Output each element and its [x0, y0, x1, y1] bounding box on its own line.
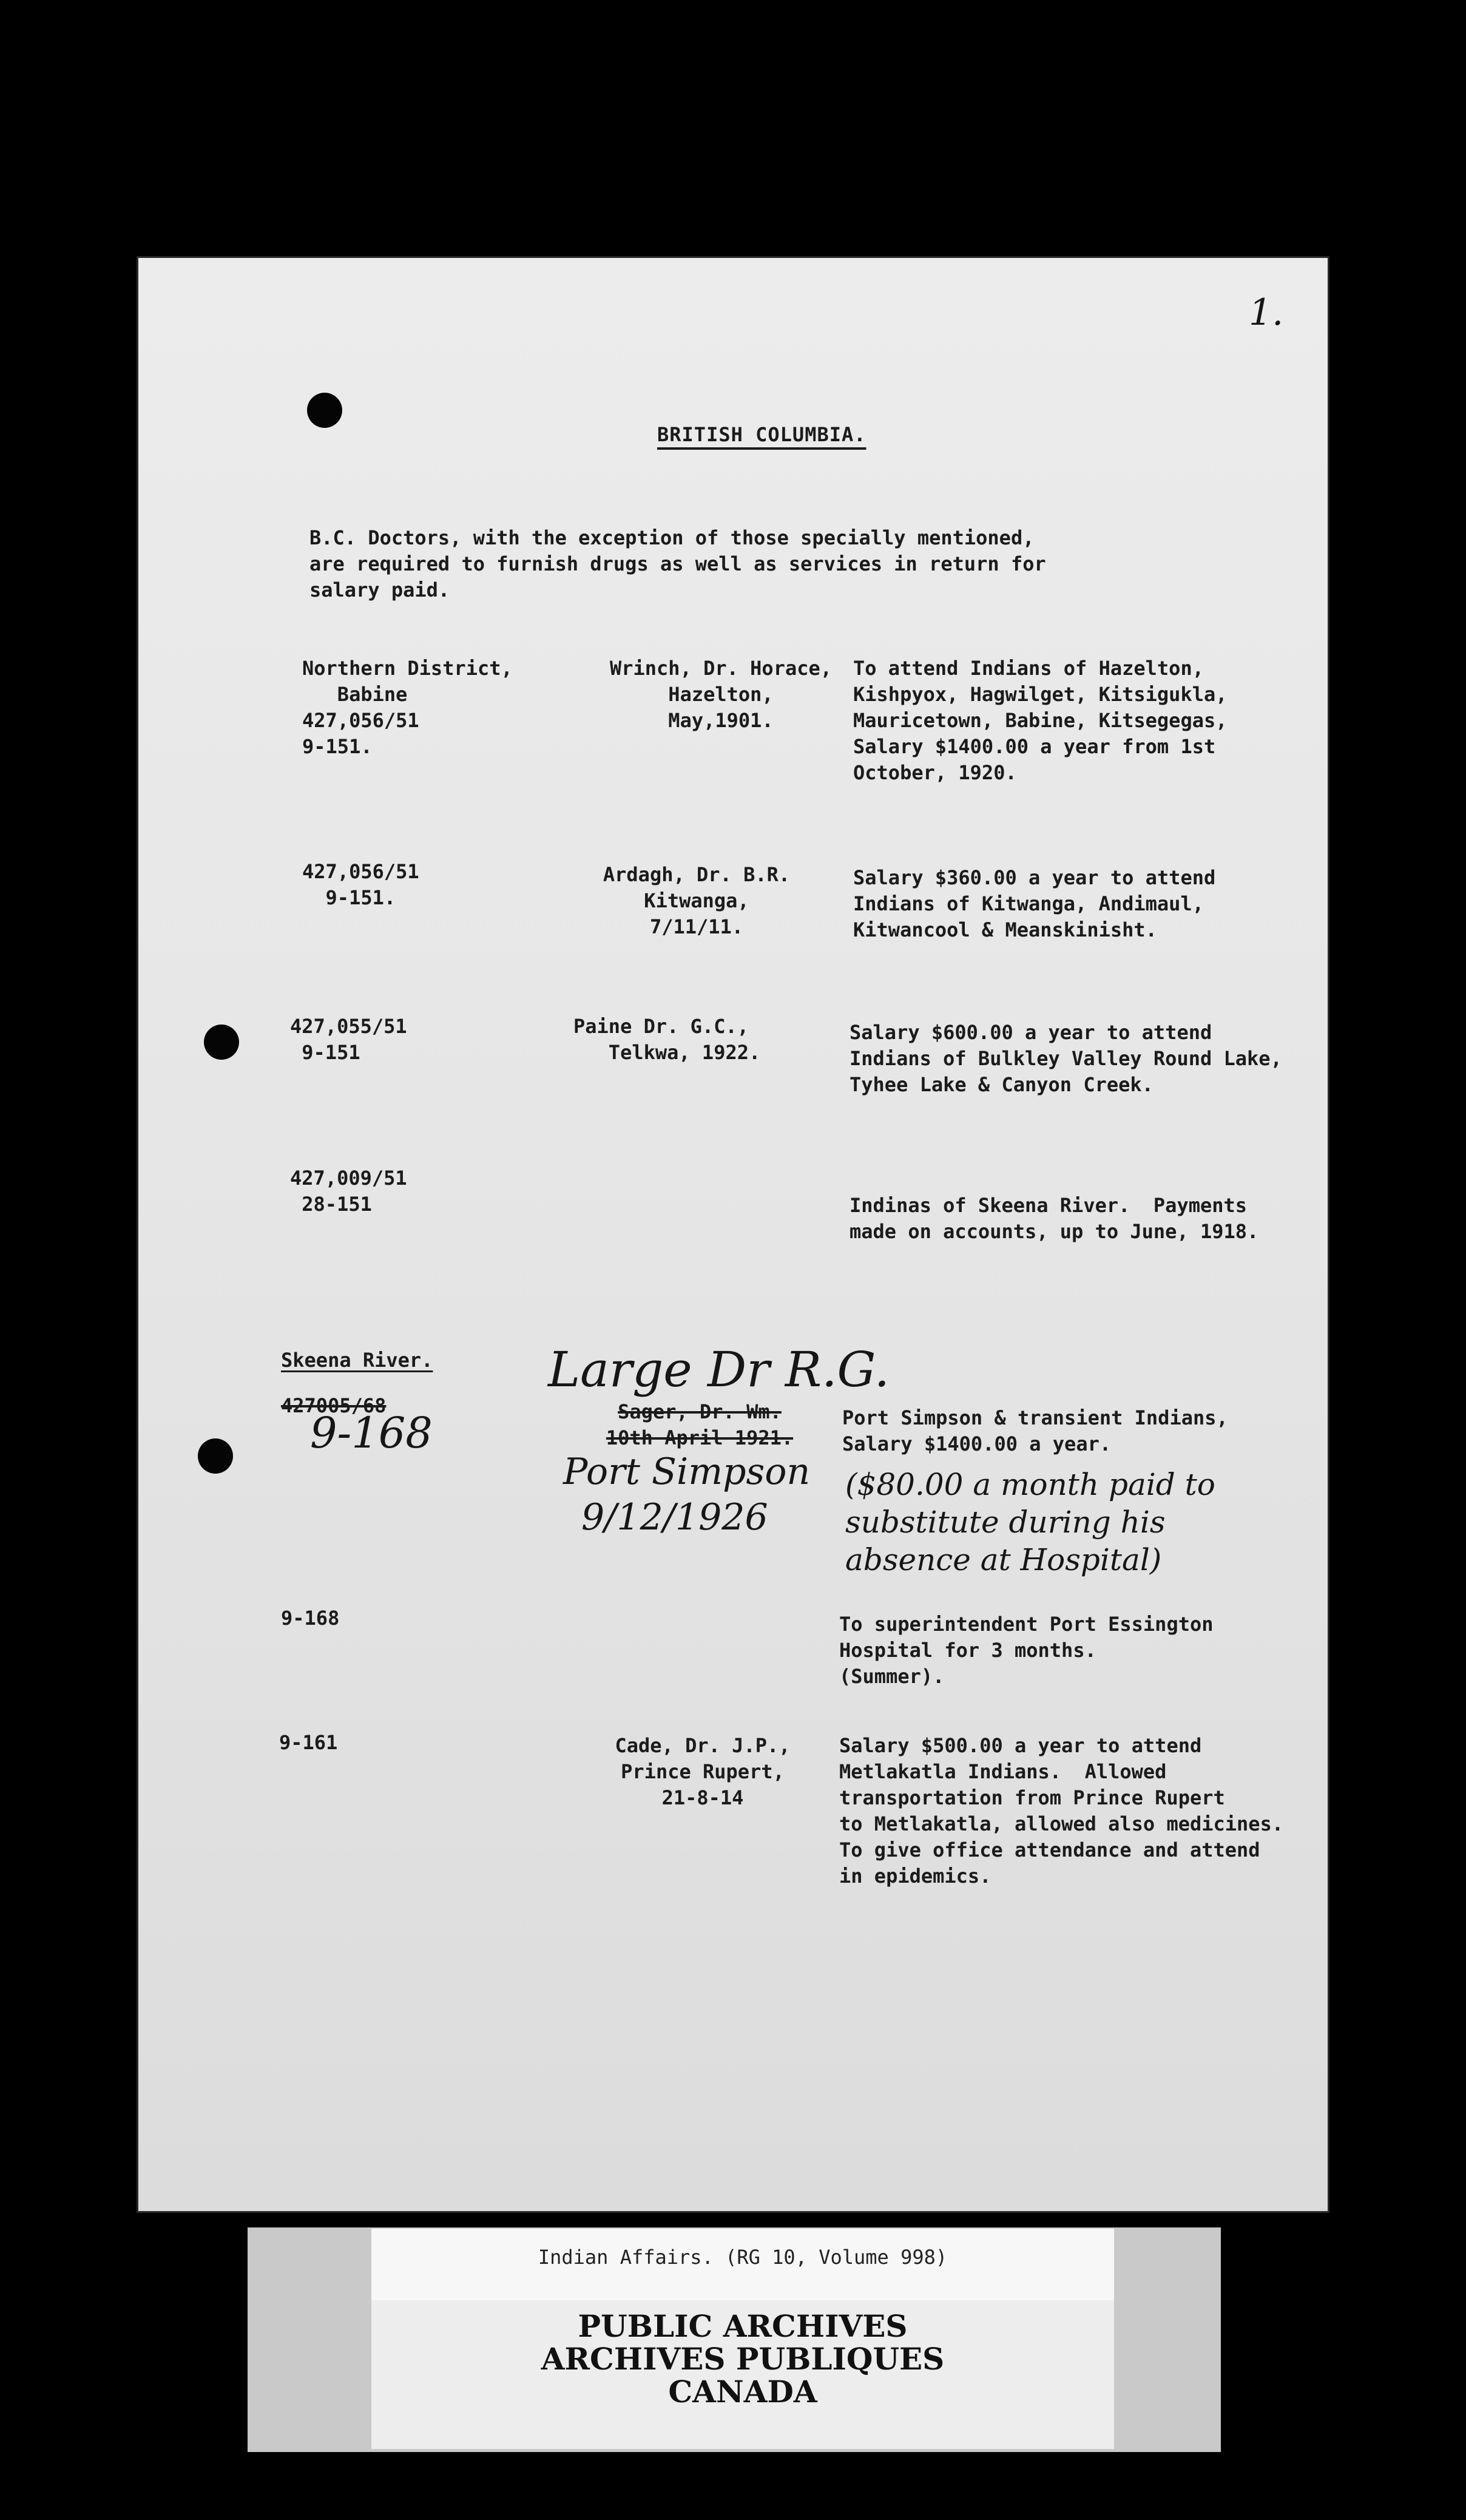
page-number: 1.	[1249, 291, 1284, 334]
handwritten-ref: 9-168	[310, 1408, 433, 1458]
entry-doctor: Ardagh, Dr. B.R. Kitwanga, 7/11/11.	[603, 863, 791, 938]
entry-duties: Indinas of Skeena River. Payments made on accounts, up to June, 1918.	[850, 1194, 1259, 1243]
entry-ref: 9-161	[279, 1731, 338, 1754]
entry-ref: 427,056/51 9-151.	[302, 860, 419, 909]
punch-hole	[204, 1025, 239, 1060]
entry-duties: Salary $360.00 a year to attend Indians of Kitwanga, Andimaul, Kitwancool & Meanskinisht.	[853, 866, 1216, 941]
entry-duties: To superintendent Port Essington Hospital for 3 months. (Summer).	[839, 1613, 1214, 1688]
document-page	[138, 258, 1328, 2211]
entry-doctor: Cade, Dr. J.P., Prince Rupert, 21-8-14	[615, 1734, 791, 1809]
intro-paragraph: B.C. Doctors, with the exception of those specially mentioned, are required to furnish drugs as well as services in return for salary paid.	[309, 526, 1046, 601]
entry-ref: 427,009/51 28-151	[290, 1167, 407, 1216]
struck-ref: 427005/68	[281, 1394, 387, 1417]
entry-ref: 427,055/51 9-151	[290, 1015, 407, 1064]
entry-doctor: Paine Dr. G.C., Telkwa, 1922.	[573, 1015, 761, 1064]
archive-stamp-line3: CANADA	[668, 2374, 817, 2410]
archive-stamp-line2: ARCHIVES PUBLIQUES	[541, 2341, 945, 2377]
section-heading: Skeena River.	[281, 1349, 433, 1372]
entry-duties: Salary $500.00 a year to attend Metlakatla Indians. Allowed transportation from Prince Rupert to Metlakatla, allowed also medicines. To give office attendance and attend in epidemics.	[839, 1734, 1284, 1888]
entry-doctor: Wrinch, Dr. Horace, Hazelton, May,1901.	[609, 657, 833, 732]
handwritten-doctor: Large Dr R.G.	[548, 1341, 890, 1398]
handwritten-note: ($80.00 a month paid to substitute during his absence at Hospital)	[845, 1467, 1215, 1577]
entry-ref: 9-168	[281, 1607, 340, 1630]
archive-reference: Indian Affairs. (RG 10, Volume 998)	[538, 2246, 948, 2269]
handwritten-date: 9/12/1926	[581, 1496, 768, 1539]
entry-duties: To attend Indians of Hazelton, Kishpyox, Hagwilget, Kitsigukla, Mauricetown, Babine, Kitsegegas, Salary $1400.00 a year from 1st October, 1920.	[853, 657, 1228, 784]
entry-ref: Northern District, Babine 427,056/51 9-151.	[302, 657, 513, 758]
archive-stamp-line1: PUBLIC ARCHIVES	[578, 2308, 908, 2344]
struck-doctor: Sager, Dr. Wm. 10th April 1921.	[606, 1400, 794, 1449]
document-heading: BRITISH COLUMBIA.	[657, 423, 866, 446]
punch-hole	[198, 1438, 233, 1474]
entry-duties: Salary $600.00 a year to attend Indians of Bulkley Valley Round Lake, Tyhee Lake & Canyon Creek.	[850, 1021, 1282, 1096]
handwritten-place: Port Simpson	[563, 1451, 811, 1493]
entry-duties: Port Simpson & transient Indians, Salary $1400.00 a year.	[842, 1406, 1228, 1455]
punch-hole	[307, 393, 342, 428]
